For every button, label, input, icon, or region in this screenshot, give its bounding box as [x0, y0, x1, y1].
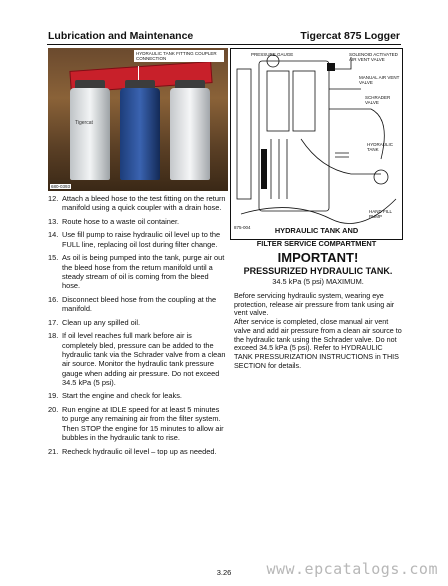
filter-photo	[48, 48, 228, 191]
notice-subtitle: PRESSURIZED HYDRAULIC TANK.	[243, 266, 393, 276]
diagram-caption-1: HYDRAULIC TANK AND	[274, 226, 359, 235]
step-item	[48, 230, 226, 249]
filter-canister	[70, 88, 110, 180]
filter-housing	[267, 71, 289, 131]
notice-paragraph-2: After service is completed, close manual air vent valve and add air pressure from a clean air source to the hydraulic tank using the Schrader valve. Do not exceed 34.5 kPa (5 psi). Refer to HYDRAULIC TANK PRESSURIZATION INSTRUCTIONS in THIS SECTION for details.	[234, 317, 402, 370]
section-title: Lubrication and Maintenance	[48, 30, 194, 42]
hand-pump-shape	[374, 170, 388, 184]
label-manual-air-vent: MANUAL AIR VENT VALVE	[359, 75, 400, 85]
step-text: Clean up any spilled oil.	[62, 317, 141, 327]
step-item	[48, 194, 226, 213]
step-item	[48, 331, 226, 387]
step-number: 18.	[48, 331, 59, 341]
tank-body	[259, 61, 329, 211]
step-number: 14.	[48, 230, 59, 240]
label-solenoid-valve: SOLENOID ACTIVATED AIR VENT VALVE	[349, 52, 398, 62]
step-item	[48, 217, 226, 226]
label-schrader-valve: SCHRADER VALVE	[365, 95, 391, 105]
photo-callout: HYDRAULIC TANK FITTING COUPLER CONNECTION	[134, 50, 224, 62]
callout-leader	[138, 66, 139, 80]
tank-diagram	[230, 48, 403, 240]
frame-rail	[237, 69, 251, 199]
step-text: Start the engine and check for leaks.	[62, 391, 182, 401]
step-item	[48, 295, 226, 314]
photo-id: 680-0393	[51, 184, 71, 189]
step-item	[48, 447, 226, 456]
step-text: Use fill pump to raise hydraulic oil level up to the FULL line, replacing oil lost during filter change.	[62, 230, 221, 249]
page-number: 3.26	[216, 568, 232, 577]
notice-pressure-limit: 34.5 kPa (5 psi) MAXIMUM.	[272, 277, 364, 286]
step-text: As oil is being pumped into the tank, purge air out the bleed hose from the return manifold until a steady stream of oil is coming from the bleed hose.	[62, 253, 225, 291]
step-text: Attach a bleed hose to the test fitting on the return manifold using a quick coupler with a drain hose.	[62, 194, 226, 213]
step-text: Route hose to a waste oil container.	[62, 216, 180, 226]
procedure-steps	[48, 194, 226, 460]
step-text: Recheck hydraulic oil level – top up as needed.	[62, 446, 217, 456]
step-number: 15.	[48, 253, 59, 263]
solenoid-valve-shape	[327, 63, 335, 71]
step-item	[48, 391, 226, 400]
step-item	[48, 405, 226, 442]
step-item	[48, 253, 226, 290]
label-pressure-gauge: PRESSURE GAUGE	[251, 52, 294, 57]
step-text: Disconnect bleed hose from the coupling at the manifold.	[62, 294, 217, 314]
step-number: 17.	[48, 317, 59, 327]
step-number: 20.	[48, 405, 59, 415]
filter-brand: Tigercat	[75, 120, 93, 126]
sight-gauge	[261, 149, 267, 189]
step-item	[48, 318, 226, 327]
header-rule	[47, 44, 401, 45]
notice-paragraph-1: Before servicing hydraulic system, wearing eye protection, release air pressure from tank using air vent valve.	[234, 291, 395, 318]
step-number: 12.	[48, 194, 59, 203]
step-number: 16.	[48, 294, 59, 304]
step-number: 21.	[48, 446, 59, 456]
important-notice	[234, 250, 402, 370]
label-hand-fill-pump: HAND FILL PUMP	[369, 209, 392, 219]
step-number: 19.	[48, 391, 59, 401]
hose-lines	[271, 139, 381, 199]
label-hydraulic-tank: HYDRAULIC TANK	[367, 142, 394, 152]
step-number: 13.	[48, 216, 59, 226]
diagram-id: 875-004	[234, 225, 251, 230]
step-text: Run engine at IDLE speed for at least 5 minutes to purge any remaining air from the filter system. Then STOP the engine for 15 minutes to allow air bubbles in the hydraulic tank to rise.	[62, 405, 224, 442]
dipstick	[335, 153, 349, 157]
filter-canister	[120, 88, 160, 180]
step-text: If oil level reaches full mark before air is completely bled, pressure can be added to the hydraulic tank via the Schrader valve from a clean air source. Monitor the hydraulic tank pressure gauge when adding air pressure. Do not exceed 34.5 kPa (5 psi).	[62, 331, 226, 387]
watermark: www.epcatalogs.com	[266, 560, 438, 578]
model-title: Tigercat 875 Logger	[300, 30, 400, 42]
filter-housing	[293, 71, 315, 131]
notice-title: IMPORTANT!	[277, 250, 359, 265]
diagram-caption-2: FILTER SERVICE COMPARTMENT	[256, 239, 377, 248]
filter-canister	[170, 88, 210, 180]
